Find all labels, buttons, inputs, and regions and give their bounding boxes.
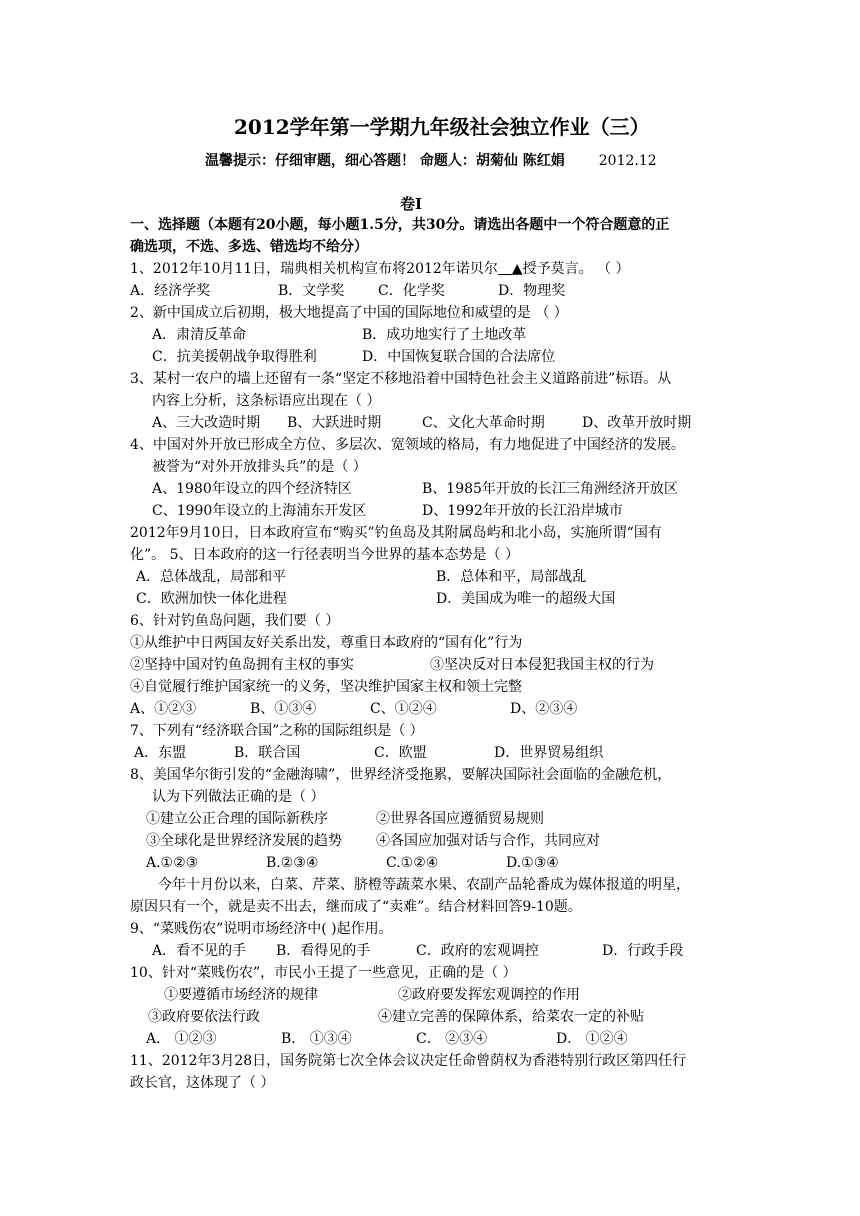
option-a: A.①②③ <box>146 855 199 871</box>
question-9-options <box>130 940 740 962</box>
question-11-stem: 11、2012年3月28日，国务院第七次全体会议决定任命曾荫权为香港特别行政区第四任行 <box>130 1053 687 1069</box>
option-b: B．总体和平，局部战乱 <box>436 569 587 585</box>
question-5-options-row2 <box>130 588 740 610</box>
question-6-statement-2: ②坚持中国对钓鱼岛拥有主权的事实 <box>130 657 354 673</box>
question-9-stem: 9、“菜贱伤农”说明市场经济中( )起作用。 <box>130 921 393 937</box>
question-4-stem: 4、中国对外开放已形成全方位、多层次、宽领域的格局，有力地促进了中国经济的发展。 <box>130 437 685 453</box>
question-6-statement-1: ①从维护中日两国友好关系出发，尊重日本政府的“国有化”行为 <box>130 635 523 651</box>
option-d: D．中国恢复联合国的合法席位 <box>362 349 556 365</box>
option-a: A．总体战乱，局部和平 <box>136 569 287 585</box>
option-a: A．肃清反革命 <box>152 327 247 343</box>
material-2-line2: 原因只有一个，就是卖不出去，继而成了“卖难”。结合材料回答9-10题。 <box>130 899 582 915</box>
option-a: A、三大改造时期 <box>152 415 261 431</box>
question-10-options <box>130 1028 740 1050</box>
question-3-stem: 3、某村一农户的墙上还留有一条“坚定不移地沿着中国特色社会主义道路前进”标语。从 <box>130 371 672 387</box>
material-2-line1: 今年十月份以来，白菜、芹菜、脐橙等蔬菜水果、农副产品轮番成为媒体报道的明星， <box>158 877 690 893</box>
option-c: C． ②③④ <box>416 1031 488 1047</box>
q1-stem-part-a: 1、2012年10月11日，瑞典相关机构宣布将2012年诺贝尔 <box>130 261 498 277</box>
option-b: B、1985年开放的长江三角洲经济开放区 <box>422 481 678 497</box>
option-a: A．看不见的手 <box>152 943 247 959</box>
question-8-stem-cont: 认为下列做法正确的是（ ） <box>152 789 325 805</box>
option-b: B．成功地实行了土地改革 <box>362 327 527 343</box>
option-d: D．物理奖 <box>498 283 566 299</box>
option-d: D.①③④ <box>506 855 559 871</box>
option-b: B．文学奖 <box>278 283 345 299</box>
header-tip <box>205 150 745 172</box>
triangle-mark-icon: ▲ <box>511 261 523 277</box>
option-a: A．经济学奖 <box>130 283 211 299</box>
option-c: C．欧洲加快一体化进程 <box>136 591 287 607</box>
exam-date: 2012.12 <box>598 153 657 169</box>
question-10-statements-1-2 <box>130 984 740 1006</box>
option-c: C．政府的宏观调控 <box>416 943 539 959</box>
question-10-statement-4: ④建立完善的保障体系，给菜农一定的补贴 <box>378 1009 644 1025</box>
question-8-statements-1-2 <box>130 808 740 830</box>
tip-text: 温馨提示：仔细审题，细心答题！ 命题人：胡菊仙 陈红娟 <box>205 153 565 169</box>
volume-label: 卷Ⅰ <box>400 195 423 213</box>
option-c: C、1990年设立的上海浦东开发区 <box>152 503 367 519</box>
question-1-stem <box>130 258 740 280</box>
option-a: A、①②③ <box>130 701 197 717</box>
page-title: 2012学年第一学期九年级社会独立作业（三） <box>234 115 650 139</box>
question-3-options <box>130 412 740 434</box>
question-6-stem: 6、针对钓鱼岛问题，我们要（ ） <box>130 613 340 629</box>
question-10-statements-3-4 <box>130 1006 740 1028</box>
question-1-options <box>130 280 740 302</box>
option-b: B、①③④ <box>250 701 317 717</box>
question-5-options-row1 <box>130 566 740 588</box>
question-8-statements-3-4 <box>130 830 740 852</box>
question-10-statement-2: ②政府要发挥宏观调控的作用 <box>398 987 580 1003</box>
option-d: D． ①②④ <box>556 1031 628 1047</box>
option-c: C．欧盟 <box>374 745 427 761</box>
question-8-stem: 8、美国华尔街引发的“金融海啸”，世界经济受拖累，要解决国际社会面临的金融危机， <box>130 767 672 783</box>
question-8-statement-4: ④各国应加强对话与合作，共同应对 <box>376 833 600 849</box>
question-8-statement-3: ③全球化是世界经济发展的趋势 <box>146 833 342 849</box>
question-8-statement-1: ①建立公正合理的国际新秩序 <box>146 811 328 827</box>
question-7-stem: 7、下列有“经济联合国”之称的国际组织是（ ） <box>130 723 424 739</box>
question-4-options-row1 <box>130 478 740 500</box>
question-2-stem: 2、新中国成立后初期，极大地提高了中国的国际地位和威望的是 （ ） <box>130 305 568 321</box>
question-6-statement-3: ③坚决反对日本侵犯我国主权的行为 <box>430 657 654 673</box>
question-10-stem: 10、针对“菜贱伤农”，市民小王提了一些意见，正确的是（ ） <box>130 965 517 981</box>
option-a: A、1980年设立的四个经济特区 <box>152 481 352 497</box>
option-c: C、①②④ <box>370 701 437 717</box>
question-8-statement-2: ②世界各国应遵循贸易规则 <box>376 811 544 827</box>
question-8-options <box>130 852 740 874</box>
option-d: D、1992年开放的长江沿岸城市 <box>422 503 623 519</box>
material-1-line1: 2012年9月10日，日本政府宣布“购买”钓鱼岛及其附属岛屿和北小岛，实施所谓“国有 <box>130 525 662 541</box>
option-c: C、文化大革命时期 <box>422 415 545 431</box>
option-b: B、大跃进时期 <box>287 415 382 431</box>
material-1-line2: 化”。 5、日本政府的这一行径表明当今世界的基本态势是（ ） <box>130 547 519 563</box>
option-d: D、②③④ <box>510 701 578 717</box>
option-c: C.①②④ <box>386 855 439 871</box>
answer-blank <box>498 260 512 275</box>
question-11-stem-cont: 政长官，这体现了（ ） <box>130 1075 275 1091</box>
option-d: D．世界贸易组织 <box>494 745 604 761</box>
question-3-stem-cont: 内容上分析，这条标语应出现在（ ） <box>152 393 381 409</box>
question-list <box>130 214 740 1094</box>
question-2-options-row2 <box>130 346 740 368</box>
option-d: D．行政手段 <box>602 943 684 959</box>
option-d: D、改革开放时期 <box>582 415 692 431</box>
question-2-options-row1 <box>130 324 740 346</box>
question-6-options <box>130 698 740 720</box>
question-10-statement-1: ①要遵循市场经济的规律 <box>164 987 318 1003</box>
option-b: B．看得见的手 <box>276 943 371 959</box>
option-b: B.②③④ <box>266 855 319 871</box>
option-a: A． ①②③ <box>146 1031 217 1047</box>
option-c: C．抗美援朝战争取得胜利 <box>152 349 317 365</box>
question-6-statement-4: ④自觉履行维护国家统一的义务，坚决维护国家主权和领土完整 <box>130 679 522 695</box>
question-4-options-row2 <box>130 500 740 522</box>
q1-stem-part-b: 授予莫言。 （ ） <box>522 261 630 277</box>
question-7-options <box>130 742 740 764</box>
option-b: B．联合国 <box>234 745 301 761</box>
question-4-stem-cont: 被誉为“对外开放排头兵”的是（ ） <box>152 459 367 475</box>
question-6-statements-2-3 <box>130 654 740 676</box>
section-heading: 一、选择题（本题有20小题，每小题1.5分，共30分。请选出各题中一个符合题意的正 <box>130 217 670 233</box>
question-10-statement-3: ③政府要依法行政 <box>148 1009 260 1025</box>
option-d: D．美国成为唯一的超级大国 <box>436 591 616 607</box>
section-heading-cont: 确选项，不选、多选、错选均不给分） <box>130 239 368 255</box>
option-c: C．化学奖 <box>378 283 445 299</box>
option-b: B． ①③④ <box>281 1031 352 1047</box>
option-a: A．东盟 <box>134 745 187 761</box>
